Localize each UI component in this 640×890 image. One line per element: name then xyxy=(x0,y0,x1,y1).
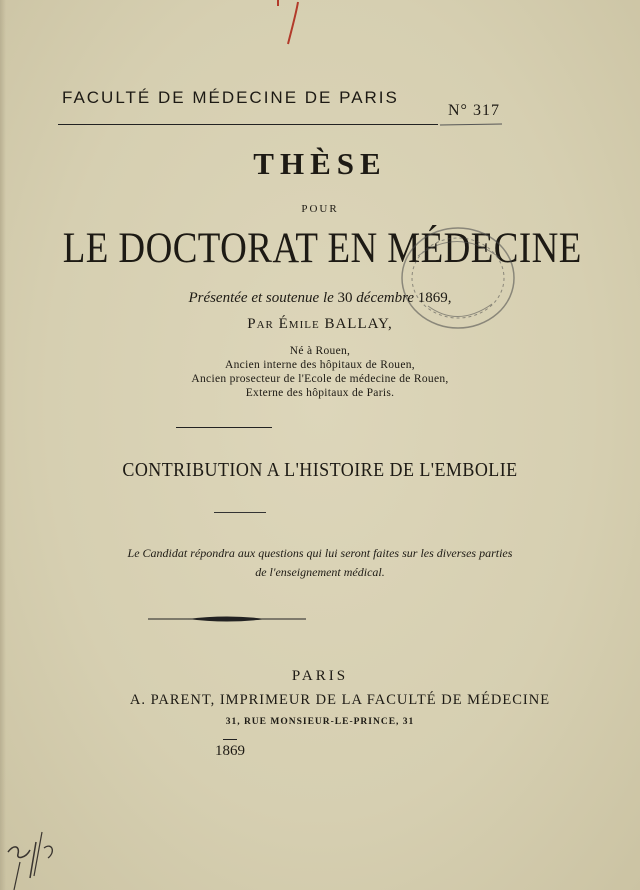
thesis-subject: CONTRIBUTION A L'HISTOIRE DE L'EMBOLIE xyxy=(122,459,518,481)
author-last-name: BALLAY, xyxy=(324,316,393,332)
ornamental-rule xyxy=(148,614,306,624)
thesis-title: THÈSE xyxy=(253,146,387,181)
author-par: Par xyxy=(247,316,274,332)
subject-rule xyxy=(214,512,266,513)
defense-month: décembre xyxy=(356,290,415,306)
thesis-number: N° 317 xyxy=(448,102,500,119)
author-first-name: Émile xyxy=(278,316,320,332)
author-bio-line: Externe des hôpitaux de Paris. xyxy=(245,387,395,399)
imprint-address: 31, RUE MONSIEUR-LE-PRINCE, 31 xyxy=(225,717,415,727)
defense-year: 1869, xyxy=(417,290,452,306)
defense-date xyxy=(0,290,640,307)
author-bio-line: Ancien prosecteur de l'Ecole de médecine de Rouen, xyxy=(191,373,449,385)
author-line xyxy=(0,316,640,333)
defense-day: 30 xyxy=(337,290,353,306)
candidate-note-line: de l'enseignement médical. xyxy=(255,565,385,579)
imprint-city: PARIS xyxy=(291,668,349,684)
doctorate-title: LE DOCTORAT EN MÉDECINE xyxy=(62,225,582,272)
handwritten-red-mark xyxy=(270,0,320,50)
imprint-printer: A. PARENT, IMPRIMEUR DE LA FACULTÉ DE MÉDECINE xyxy=(129,692,551,708)
handwritten-annotation xyxy=(0,818,80,890)
imprint-year: 1869 xyxy=(215,743,245,759)
pour-label: POUR xyxy=(301,203,339,215)
faculty-heading: FACULTÉ DE MÉDECINE DE PARIS xyxy=(62,88,399,107)
section-rule xyxy=(176,427,272,428)
defense-text: Présentée et soutenue le xyxy=(188,290,334,306)
header-rule xyxy=(58,124,438,125)
candidate-note xyxy=(0,544,640,582)
header-rule-flourish xyxy=(440,123,502,125)
author-bio-line: Ancien interne des hôpitaux de Rouen, xyxy=(225,359,415,371)
author-bio-line: Né à Rouen, xyxy=(289,345,351,357)
year-rule xyxy=(223,739,237,740)
candidate-note-line: Le Candidat répondra aux questions qui lui seront faites sur les diverses parties xyxy=(127,546,513,560)
